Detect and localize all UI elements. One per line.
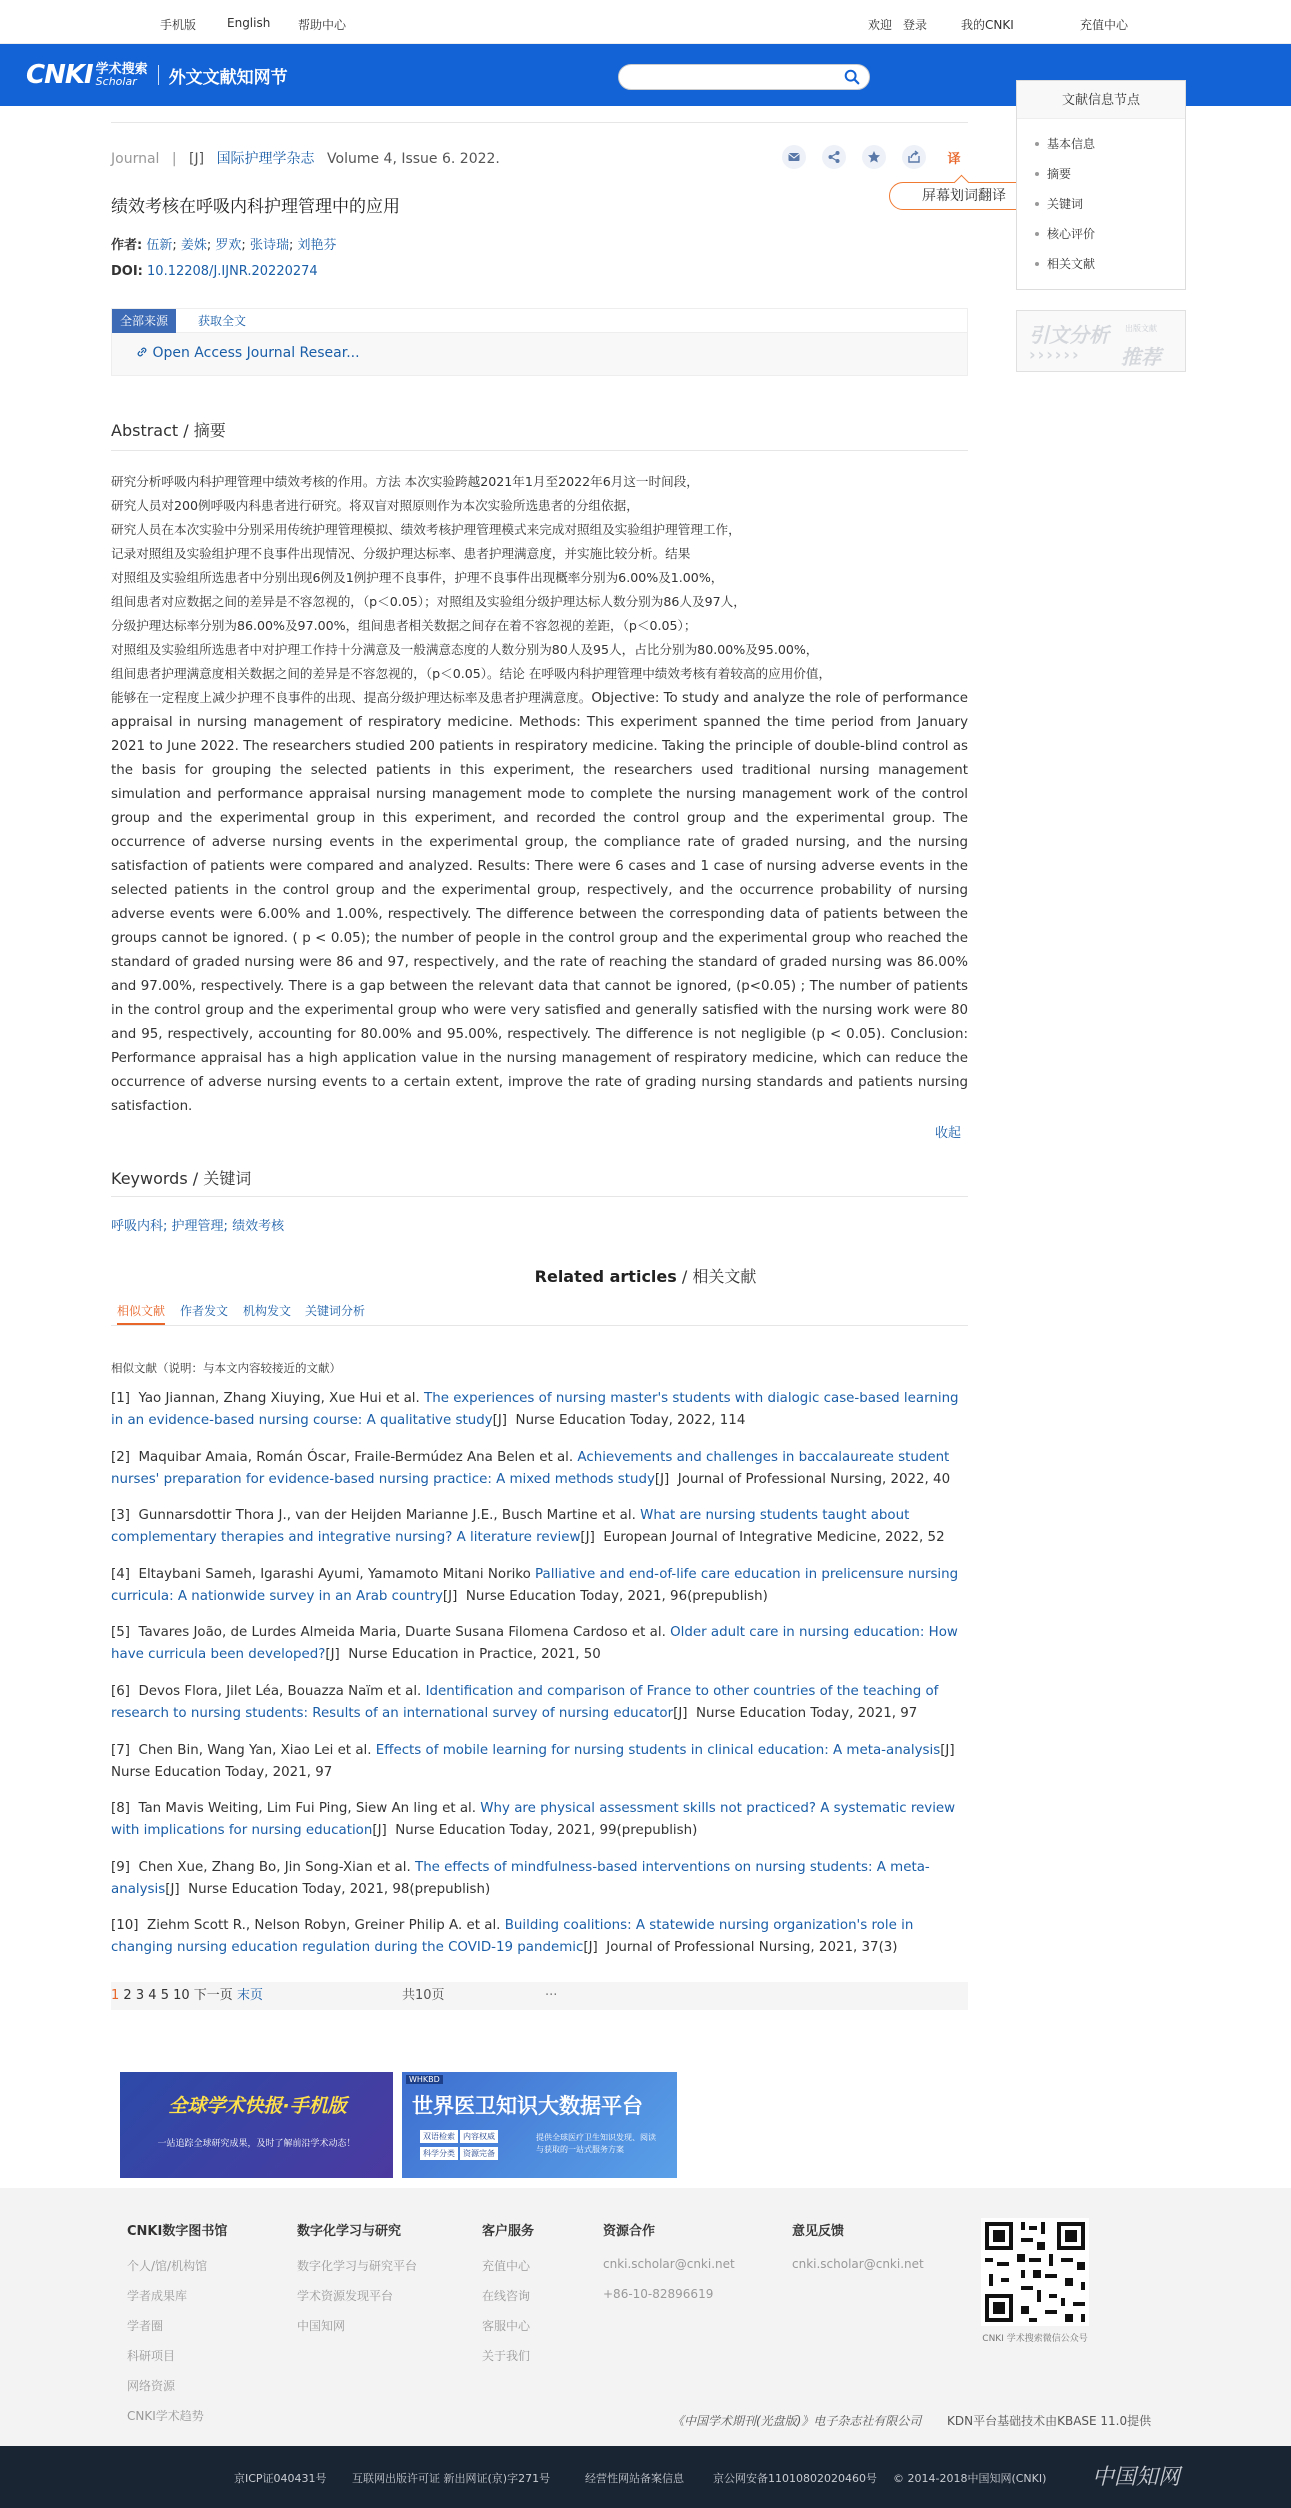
record-link[interactable]: 经营性网站备案信息 [585,2472,684,2485]
last-page-button[interactable]: 末页 [236,1988,263,2003]
ref-tag: [J] [673,1705,688,1721]
logo-main: CNKI [26,60,93,90]
top-bar [0,0,1291,44]
mobile-link[interactable]: 手机版 [160,18,197,32]
next-page-button[interactable]: 下一页 [193,1988,233,2003]
footer-link[interactable]: 网络资源 [127,2379,176,2393]
ref-authors: Chen Bin, Wang Yan, Xiao Lei et al. [138,1742,372,1758]
footer-col-learning [297,2220,417,2347]
whkbd-banner[interactable] [402,2072,677,2178]
export-icon [907,150,921,164]
abstract-en: Objective: To study and analyze the role of performance appraisal in nursing management of respiratory medicine. Methods: This experiment spanned the time period from January 2021 to June 2022. The researchers studied 200 patients in respiratory medicine. Taking the principle of double-blind control as the basis for grouping the selected patients in this experiment, the researchers used traditional nursing management simulation and performance appraisal nursing management mode to complete the nursing management work of the control group and the experimental group in this experiment, and recorded the control group and the experimental group. The occurrence of adverse nursing events in the experimental group, the compliance rate of graded nursing, and the nursing satisfaction of patients were compared and analyzed. Results: There were 6 cases and 1 case of nursing adverse events in the selected patients in the control group and the experimental group, respectively, and the occurrence probability of nursing adverse events were 6.00% and 1.00%, respectively. The difference between the corresponding data of patients between the groups cannot be ignored. ( p < 0.05); the number of people in the control group and the experimental group who reached the standard of graded nursing were 86 and 97, respectively, and the rate of reaching the standard of graded nursing was 86.00% and 97.00%, respectively. There is a gap between the relevant data that cannot be ignored, (p<0.05) ; The number of patients in the control group and the experimental group who were very satisfied and generally satisfied with the nursing work were 80 and 95, respectively, accounting for 80.00% and 95.00%, respectively. The difference is not negligible (p < 0.05). Conclusion: Performance appraisal has a high application value in the nursing management of respiratory medicine, which can reduce the occurrence of adverse nursing events to a certain extent, improve the rate of grading nursing standards and patients nursing satisfaction. [111,691,969,1114]
star-icon [867,150,881,164]
ref-authors: Tan Mavis Weiting, Lim Fui Ping, Siew An ling et al. [138,1801,477,1817]
footer-link[interactable]: 学者成果库 [127,2289,188,2303]
ref-source: Nurse Education Today, 2021, 97 [696,1705,918,1721]
related-heading-en: Related articles [534,1267,677,1286]
list-item [111,1564,973,1608]
qr-caption: CNKI 学术搜索微信公众号 [982,2334,1088,2344]
list-item [111,1798,973,1842]
english-link[interactable]: English [227,16,271,30]
abstract-heading-en: Abstract [111,421,179,440]
ref-title-link[interactable]: What are nursing students taught about complementary therapies and integrative nursing? A literature review [111,1508,910,1546]
page-total: 共10页 [402,1988,445,2003]
tab-keyword-analysis[interactable]: 关键词分析 [305,1304,366,1318]
footer-link[interactable]: 数字化学习与研究平台 [297,2259,418,2273]
email-icon [787,150,801,164]
author-link[interactable]: 姜姝 [180,238,207,253]
nav-item-basic-info[interactable]: 基本信息 [1047,129,1185,159]
abstract-zh-line: 对照组及实验组所选患者中对护理工作持十分满意及一般满意态度的人数分别为80人及95人，占比分别为80.00%及95.00%， [111,642,819,657]
footer-phone: +86-10-82896619 [603,2287,714,2301]
sources-box [111,308,968,376]
footer-email[interactable]: cnki.scholar@cnki.net [792,2257,924,2271]
badge: 资源完备 [460,2147,498,2160]
help-link[interactable]: 帮助中心 [298,18,347,32]
abstract-zh-line: 组间患者对应数据之间的差异是不容忽视的，（p＜0.05）；对照组及实验组分级护理达标人数分别为86人及97人， [111,594,746,609]
author-link[interactable]: 张诗瑞 [249,238,289,253]
ref-tag: [J] [165,1881,180,1897]
ref-authors: Eltaybani Sameh, Igarashi Ayumi, Yamamoto Mitani Noriko [138,1566,531,1582]
translate-button[interactable] [942,145,966,169]
ref-number: [8] [111,1801,130,1817]
ref-authors: Ziehm Scott R., Nelson Robyn, Greiner Philip A. et al. [147,1918,501,1934]
author-link[interactable]: 刘艳芬 [297,238,337,253]
footer-link[interactable]: 在线咨询 [482,2289,531,2303]
keyword-link[interactable]: 呼吸内科 [111,1219,164,1234]
favorite-button[interactable] [862,145,886,169]
badge: 内容权威 [460,2130,498,2143]
list-item [111,1388,973,1432]
footer-col-cooperation [603,2220,735,2317]
license-link[interactable]: 互联网出版许可证 新出网证(京)字271号 [352,2472,551,2485]
site-footer [0,2188,1291,2446]
keywords-heading: Keywords / 关键词 [111,1169,252,1188]
ref-title-link[interactable]: Achievements and challenges in baccalaureate student nurses' preparation for evidence-based nursing practice: A mixed methods study [111,1449,950,1487]
footer-link[interactable]: 个人/馆/机构馆 [127,2259,208,2273]
ref-tag: [J] [654,1471,670,1487]
cite-small: 出版文献 [1125,324,1157,333]
cnki-logo[interactable] [26,60,288,90]
ref-number: [10] [111,1918,139,1934]
page-link[interactable]: 5 [160,1988,169,2003]
ref-source: Nurse Education in Practice, 2021, 50 [348,1647,601,1663]
keywords-heading-en: Keywords [111,1169,188,1188]
export-button[interactable] [902,145,926,169]
article-title: 绩效考核在呼吸内科护理管理中的应用 [111,197,400,217]
abstract-zh-line: 研究人员对200例呼吸内科患者进行研究。将双盲对照原则作为本次实验所选患者的分组依据， [111,498,639,513]
journal-link[interactable]: 国际护理学杂志 [216,151,315,167]
ref-source: Nurse Education Today, 2021, 97 [111,1764,333,1780]
email-button[interactable] [782,145,806,169]
footer-heading: 数字化学习与研究 [297,2224,402,2239]
share-button[interactable] [822,145,846,169]
abstract-heading-zh: 摘要 [193,421,226,440]
list-item [111,1447,973,1491]
ref-authors: Maquibar Amaia, Román Óscar, Fraile-Bermúdez Ana Belen et al. [138,1449,574,1465]
logo-cn: 学术搜索 [95,62,148,77]
list-item [111,1681,973,1725]
ref-source: European Journal of Integrative Medicine, 2022, 52 [603,1530,945,1546]
bottom-bar [0,2446,1291,2508]
tab-author-papers[interactable]: 作者发文 [180,1304,229,1318]
footer-link[interactable]: 充值中心 [482,2259,531,2273]
footer-heading: CNKI数字图书馆 [127,2224,228,2239]
search-input[interactable] [618,64,870,90]
abstract-zh-conclusion: 能够在一定程度上减少护理不良事件的出现、提高分级护理达标率及患者护理满意度。 [111,690,592,705]
divider [111,122,968,123]
kdn-text: KDN平台基础技术由KBASE 11.0提供 [947,2414,1152,2428]
ref-number: [7] [111,1742,130,1758]
doi-link[interactable]: 10.12208/J.IJNR.20220274 [147,264,318,279]
nav-item-related[interactable]: 相关文献 [1047,249,1185,279]
scholar-app-banner[interactable] [120,2072,393,2178]
ref-number: [1] [111,1391,130,1406]
volume-info: Volume 4, Issue 6. 2022. [327,151,500,167]
footer-heading: 意见反馈 [792,2224,845,2239]
footer-heading: 客户服务 [482,2224,535,2239]
article-meta: Journal | [J] 国际护理学杂志 Volume 4, Issue 6. 2022. [111,151,500,167]
keyword-link[interactable]: 护理管理 [171,1219,224,1234]
abstract-zh-line: 研究分析呼吸内科护理管理中绩效考核的作用。方法 本次实验跨越2021年1月至2022年6月这一时间段， [111,474,699,489]
ref-title-link[interactable]: The experiences of nursing master's students with dialogic case-based learning in an evidence-based nursing course: A qualitative study [111,1391,959,1428]
keywords-list: 呼吸内科; 护理管理; 绩效考核 [111,1219,285,1234]
footer-col-library [127,2220,227,2437]
footer-email[interactable]: cnki.scholar@cnki.net [603,2257,735,2271]
banner-badges [420,2130,510,2160]
site-name: 外文文献知网节 [168,67,288,88]
cnki-brand-logo: 中国知网 [1092,2465,1181,2490]
citation-analysis-banner[interactable]: 引文分析 ›››››› 出版文献 推荐 [1016,310,1186,372]
police-record-link[interactable]: 京公网安备11010802020460号 [713,2472,877,2485]
ref-tag: [J] [325,1647,340,1663]
page-ellipsis: ··· [545,1988,558,2003]
ref-title-link[interactable]: Older adult care in nursing education: How have curricula been developed? [111,1625,958,1663]
ref-number: [9] [111,1859,130,1875]
logo-en: Scholar [95,75,137,88]
translate-icon: 译 [947,151,961,167]
ref-source: Nurse Education Today, 2021, 98(prepublish) [188,1881,491,1897]
divider [111,450,968,451]
footer-link[interactable]: CNKI学术趋势 [127,2409,204,2423]
ref-authors: Gunnarsdottir Thora J., van der Heijden Marianne J.E., Busch Martine et al. [138,1508,636,1524]
list-item [111,1857,973,1901]
cite-sub: 推荐 [1121,345,1161,369]
abstract-zh-line: 对照组及实验组所选患者中分别出现6例及1例护理不良事件，护理不良事件出现概率分别为6.00%及1.00%， [111,570,724,585]
cite-title: 引文分析 [1029,323,1109,347]
banner-tag: WHKBD [406,2075,443,2084]
login-link[interactable]: 登录 [903,18,928,32]
recharge-link[interactable]: 充值中心 [1080,18,1129,32]
page-link[interactable]: 4 [148,1988,157,2003]
ref-tag: [J] [372,1823,387,1839]
doc-info-nav [1016,80,1186,290]
ref-number: [4] [111,1566,130,1582]
article-actions [782,145,966,169]
translate-tooltip: 屏幕划词翻译 [889,182,1039,210]
source-link[interactable] [136,345,360,361]
doc-tag: [J] [189,151,205,167]
related-heading-zh: 相关文献 [692,1267,757,1286]
abstract-zh-line: 组间患者护理满意度相关数据之间的差异是不容忽视的，（p＜0.05）。结论 在呼吸内科护理管理中绩效考核有着较高的应用价值， [111,666,832,681]
ref-source: Nurse Education Today, 2021, 99(prepublish) [395,1823,698,1839]
search-icon[interactable] [843,68,861,86]
publisher-text: 《中国学术期刊(光盘版)》电子杂志社有限公司 [672,2414,922,2428]
ref-authors: Devos Flora, Jilet Léa, Bouazza Naïm et al. [138,1683,422,1699]
ref-title-link[interactable]: Why are physical assessment skills not practiced? A systematic review with implications for nursing education [111,1801,956,1839]
footer-link[interactable]: 学术资源发现平台 [297,2289,394,2303]
ref-source: Journal of Professional Nursing, 2021, 37(3) [606,1940,898,1956]
ref-title-link[interactable]: Effects of mobile learning for nursing students in clinical education: A meta-analysis [375,1742,941,1758]
doc-type: Journal [111,151,160,167]
link-icon [136,346,148,358]
keyword-link[interactable]: 绩效考核 [232,1219,285,1234]
tab-similar[interactable]: 相似文献 [117,1302,165,1325]
welcome-text: 欢迎 [868,18,893,32]
page-link-current[interactable]: 1 [111,1988,120,2003]
ref-title-link[interactable]: Building coalitions: A statewide nursing organization's role in changing nursing education regulation during the COVID-19 pandemic [111,1918,914,1956]
related-note: 相似文献（说明：与本文内容较接近的文献） [111,1361,341,1375]
divider [111,1196,968,1197]
banner-subtitle: 提供全球医疗卫生知识发现、阅读与获取的一站式服务方案 [536,2133,656,2154]
ref-authors: Tavares João, de Lurdes Almeida Maria, Duarte Susana Filomena Cardoso et al. [138,1625,666,1641]
abstract-zh-line: 分级护理达标率分别为86.00%及97.00%，组间患者相关数据之间存在着不容忽视的差距，（p＜0.05）； [111,618,697,633]
abstract-heading: Abstract / 摘要 [111,421,226,440]
pagination [111,1982,968,2010]
my-cnki-link[interactable]: 我的CNKI [961,18,1014,32]
ref-authors: Chen Xue, Zhang Bo, Jin Song-Xian et al. [138,1859,411,1875]
icp-link[interactable]: 京ICP证040431号 [234,2472,327,2485]
banner-subtitle: 一站追踪全球研究成果，及时了解前沿学术动态！ [157,2139,356,2149]
ref-title-link[interactable]: The effects of mindfulness-based interventions on nursing students: A meta-analysis [111,1859,930,1897]
ref-source: Nurse Education Today, 2021, 96(prepublish) [465,1588,768,1604]
footer-heading: 资源合作 [603,2224,656,2239]
ref-title-link[interactable]: Identification and comparison of France to other countries of the teaching of research to nursing students: Results of an international survey of nursing educator [111,1683,939,1721]
list-item [111,1505,973,1549]
keywords-heading-zh: 关键词 [203,1169,252,1188]
share-icon [827,150,841,164]
ref-tag: [J] [442,1588,458,1604]
footer-link[interactable]: 学者圈 [127,2319,164,2333]
nav-heading: 文献信息节点 [1017,81,1185,119]
authors-label: 作者: [111,238,143,253]
badge: 科学分类 [420,2147,458,2160]
nav-item-evaluation[interactable]: 核心评价 [1047,219,1185,249]
list-item [111,1915,973,1959]
logo-divider [158,65,159,85]
ref-number: [3] [111,1508,130,1524]
ref-tag: [J] [580,1530,595,1546]
list-item [111,1622,973,1666]
footer-link[interactable]: 科研项目 [127,2349,176,2363]
badge: 双语检索 [420,2130,458,2143]
ref-tag: [J] [940,1742,955,1758]
ref-title-link[interactable]: Palliative and end-of-life care education in prelicensure nursing curricula: A nationwide survey in an Arab country [111,1566,959,1604]
ref-tag: [J] [492,1413,508,1428]
related-heading: Related articles / 相关文献 [534,1267,757,1286]
nav-item-keywords[interactable]: 关键词 [1047,189,1185,219]
ref-tag: [J] [583,1940,598,1956]
abstract-zh-line: 记录对照组及实验组护理不良事件出现情况、分级护理达标率、患者护理满意度，并实施比较分析。结果 [111,546,691,561]
collapse-button[interactable]: 收起 [935,1126,962,1141]
footer-col-service [482,2220,534,2377]
ref-source: Nurse Education Today, 2022, 114 [515,1413,746,1428]
qr-code-icon [981,2218,1089,2326]
list-item [111,1740,973,1784]
footer-link[interactable]: 客服中心 [482,2319,531,2333]
ref-authors: Yao Jiannan, Zhang Xiuying, Xue Hui et al. [138,1391,420,1406]
authors-row: 作者: 伍新; 姜姝; 罗欢; 张诗瑞; 刘艳芬 [111,238,337,253]
page-link[interactable]: 2 [123,1988,132,2003]
ref-number: [2] [111,1449,130,1465]
page-link[interactable]: 10 [173,1988,190,2003]
ref-number: [6] [111,1683,130,1699]
tab-full-text[interactable]: 获取全文 [198,314,247,328]
nav-item-abstract[interactable]: 摘要 [1047,159,1185,189]
footer-link[interactable]: 关于我们 [482,2349,531,2363]
source-link-text: Open Access Journal Resear... [152,345,360,361]
tab-all-sources[interactable]: 全部来源 [112,309,176,333]
abstract-zh-line: 研究人员在本次实验中分别采用传统护理管理模拟、绩效考核护理管理模式来完成对照组及实验组护理管理工作， [111,522,741,537]
author-link[interactable]: 罗欢 [215,238,242,253]
copyright-text: © 2014-2018中国知网(CNKI) [893,2472,1047,2485]
doi-label: DOI: [111,264,143,279]
abstract-text [111,470,968,1119]
doi-row [111,264,318,279]
tab-institution-papers[interactable]: 机构发文 [243,1304,292,1318]
footer-link[interactable]: 中国知网 [297,2319,346,2333]
author-link[interactable]: 伍新 [146,238,173,253]
ref-source: Journal of Professional Nursing, 2022, 40 [677,1471,951,1487]
ref-number: [5] [111,1625,130,1641]
sources-tabs [112,309,967,333]
banner-title: 全球学术快报·手机版 [168,2095,347,2117]
related-tabs [111,1302,968,1326]
reference-list [111,1388,973,1974]
footer-col-feedback [792,2220,924,2287]
banner-title: 世界医卫知识大数据平台 [412,2094,643,2118]
page-link[interactable]: 3 [135,1988,145,2003]
